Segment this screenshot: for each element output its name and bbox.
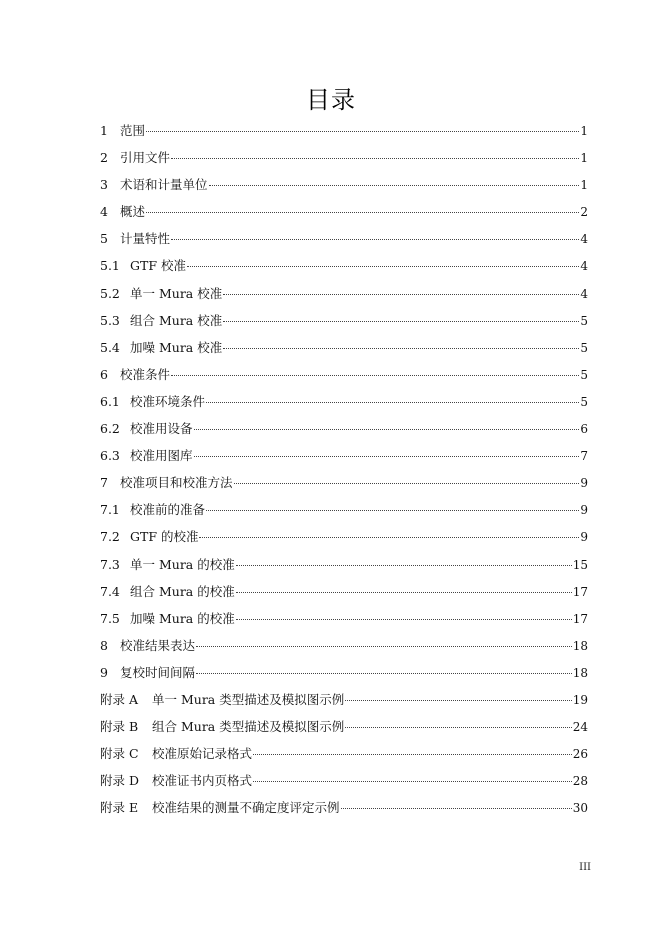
toc-dot-leader xyxy=(146,212,579,213)
toc-entry[interactable] xyxy=(100,388,588,415)
toc-dot-leader xyxy=(206,402,579,403)
toc-entry[interactable] xyxy=(100,361,588,388)
toc-entry[interactable] xyxy=(100,442,588,469)
toc-entry-number: 8 xyxy=(100,637,108,653)
toc-entry[interactable] xyxy=(100,686,588,713)
toc-entry-title: 单一 Mura 校准 xyxy=(130,285,223,301)
toc-dot-leader xyxy=(341,808,572,809)
toc-entry[interactable] xyxy=(100,334,588,361)
toc-entry-title: 计量特性 xyxy=(120,231,171,247)
toc-entry-title: 组合 Mura 类型描述及模拟图示例 xyxy=(152,719,345,735)
toc-entry-page: 30 xyxy=(572,801,588,816)
toc-dot-leader xyxy=(236,592,572,593)
toc-entry-title: 加噪 Mura 校准 xyxy=(130,339,223,355)
toc-entry-page: 5 xyxy=(580,367,588,382)
toc-dot-leader xyxy=(209,185,580,186)
toc-entry-title: 校准原始记录格式 xyxy=(152,746,253,762)
toc-dot-leader xyxy=(345,727,571,728)
toc-entry-number: 5.4 xyxy=(100,339,120,355)
toc-entry-number: 附录 C xyxy=(100,746,139,762)
toc-dot-leader xyxy=(223,348,579,349)
toc-entry-number: 5 xyxy=(100,231,108,247)
toc-dot-leader xyxy=(194,429,580,430)
toc-dot-leader xyxy=(146,131,579,132)
toc-entry-number: 6.2 xyxy=(100,421,120,437)
toc-entry-page: 9 xyxy=(580,503,588,518)
toc-entry-title: 引用文件 xyxy=(120,150,171,166)
toc-dot-leader xyxy=(234,483,580,484)
toc-dot-leader xyxy=(236,565,572,566)
toc-dot-leader xyxy=(171,375,579,376)
toc-entry-title: 校准证书内页格式 xyxy=(152,773,253,789)
toc-entry[interactable] xyxy=(100,632,588,659)
toc-entry-number: 7.1 xyxy=(100,502,120,518)
toc-entry-title: 加噪 Mura 的校准 xyxy=(130,610,235,626)
toc-entry-number: 6.3 xyxy=(100,448,120,464)
toc-entry-page: 24 xyxy=(572,720,588,735)
toc-entry-number: 7.5 xyxy=(100,610,120,626)
toc-entry-title: 校准结果表达 xyxy=(120,637,196,653)
table-of-contents xyxy=(100,117,588,821)
toc-entry[interactable] xyxy=(100,659,588,686)
toc-entry-title: GTF 校准 xyxy=(130,258,186,274)
toc-entry[interactable] xyxy=(100,605,588,632)
toc-dot-leader xyxy=(253,781,572,782)
toc-entry-page: 28 xyxy=(572,774,588,789)
toc-entry[interactable] xyxy=(100,415,588,442)
toc-entry-number: 7 xyxy=(100,475,108,491)
toc-entry-page: 17 xyxy=(572,584,588,599)
toc-entry-page: 5 xyxy=(580,313,588,328)
toc-entry-page: 26 xyxy=(572,747,588,762)
toc-entry-title: 校准项目和校准方法 xyxy=(120,475,233,491)
toc-entry-number: 附录 E xyxy=(100,800,139,816)
page-number: III xyxy=(579,862,591,873)
toc-dot-leader xyxy=(223,294,579,295)
toc-entry[interactable] xyxy=(100,740,588,767)
toc-dot-leader xyxy=(196,646,572,647)
toc-entry-title: GTF 的校准 xyxy=(130,529,199,545)
toc-entry-title: 范围 xyxy=(120,123,146,138)
toc-entry-page: 17 xyxy=(572,611,588,626)
toc-entry-page: 4 xyxy=(580,232,588,247)
toc-entry-page: 15 xyxy=(572,557,588,572)
toc-dot-leader xyxy=(187,266,579,267)
toc-entry[interactable] xyxy=(100,307,588,334)
toc-entry-title: 校准前的准备 xyxy=(130,502,206,518)
toc-entry-title: 组合 Mura 的校准 xyxy=(130,583,235,599)
toc-entry[interactable] xyxy=(100,280,588,307)
toc-entry-page: 5 xyxy=(580,394,588,409)
toc-entry-title: 校准用图库 xyxy=(130,448,193,464)
toc-entry-title: 单一 Mura 的校准 xyxy=(130,556,235,572)
toc-dot-leader xyxy=(171,239,579,240)
toc-dot-leader xyxy=(345,700,571,701)
toc-entry-number: 6.1 xyxy=(100,393,120,409)
toc-entry[interactable] xyxy=(100,198,588,225)
toc-entry-page: 19 xyxy=(572,692,588,707)
toc-entry-page: 4 xyxy=(580,286,588,301)
toc-entry-page: 1 xyxy=(580,124,588,138)
toc-entry[interactable] xyxy=(100,523,588,550)
toc-entry-number: 3 xyxy=(100,177,108,193)
toc-entry-number: 7.3 xyxy=(100,556,120,572)
toc-entry-number: 5.3 xyxy=(100,312,120,328)
toc-entry-title: 校准用设备 xyxy=(130,421,193,437)
page-title: 目录 xyxy=(306,86,356,114)
toc-entry[interactable] xyxy=(100,767,588,794)
toc-entry-title: 术语和计量单位 xyxy=(120,177,208,193)
toc-dot-leader xyxy=(206,510,579,511)
toc-entry-number: 附录 D xyxy=(100,773,139,789)
toc-entry-page: 2 xyxy=(580,205,588,220)
toc-entry-number: 附录 B xyxy=(100,719,139,735)
toc-dot-leader xyxy=(236,619,572,620)
toc-entry-number: 4 xyxy=(100,204,108,220)
toc-entry-title: 复校时间间隔 xyxy=(120,664,196,680)
toc-entry[interactable] xyxy=(100,469,588,496)
toc-entry[interactable] xyxy=(100,794,588,821)
toc-entry-number: 附录 A xyxy=(100,691,139,707)
toc-entry-number: 7.4 xyxy=(100,583,120,599)
toc-entry[interactable] xyxy=(100,144,588,171)
toc-entry[interactable] xyxy=(100,225,588,252)
toc-entry[interactable] xyxy=(100,252,588,279)
toc-entry-page: 18 xyxy=(572,638,588,653)
toc-entry-title: 组合 Mura 校准 xyxy=(130,312,223,328)
toc-entry[interactable] xyxy=(100,713,588,740)
toc-entry-title: 校准结果的测量不确定度评定示例 xyxy=(152,800,340,816)
toc-entry-number: 1 xyxy=(100,123,108,138)
toc-entry-page: 6 xyxy=(580,422,588,437)
toc-entry[interactable] xyxy=(100,117,588,144)
toc-entry-title: 单一 Mura 类型描述及模拟图示例 xyxy=(152,691,345,707)
toc-entry-number: 5.1 xyxy=(100,258,120,274)
toc-entry-page: 4 xyxy=(580,259,588,274)
toc-dot-leader xyxy=(194,456,580,457)
toc-entry-number: 5.2 xyxy=(100,285,120,301)
toc-entry-page: 18 xyxy=(572,665,588,680)
toc-entry[interactable] xyxy=(100,578,588,605)
toc-entry-page: 7 xyxy=(580,449,588,464)
toc-entry-title: 校准环境条件 xyxy=(130,393,206,409)
toc-entry-title: 概述 xyxy=(120,204,146,220)
toc-entry-page: 1 xyxy=(580,178,588,193)
toc-dot-leader xyxy=(253,754,572,755)
toc-entry-page: 9 xyxy=(580,530,588,545)
toc-entry-page: 5 xyxy=(580,340,588,355)
toc-dot-leader xyxy=(223,321,579,322)
toc-dot-leader xyxy=(199,537,579,538)
toc-dot-leader xyxy=(196,673,572,674)
toc-entry-number: 9 xyxy=(100,664,108,680)
toc-entry-number: 7.2 xyxy=(100,529,120,545)
toc-entry[interactable] xyxy=(100,171,588,198)
toc-entry-page: 1 xyxy=(580,151,588,166)
toc-dot-leader xyxy=(171,158,579,159)
toc-entry-number: 6 xyxy=(100,366,108,382)
toc-entry-number: 2 xyxy=(100,150,108,166)
toc-entry[interactable] xyxy=(100,496,588,523)
toc-entry-page: 9 xyxy=(580,476,588,491)
toc-entry-title: 校准条件 xyxy=(120,366,171,382)
toc-entry[interactable] xyxy=(100,551,588,578)
